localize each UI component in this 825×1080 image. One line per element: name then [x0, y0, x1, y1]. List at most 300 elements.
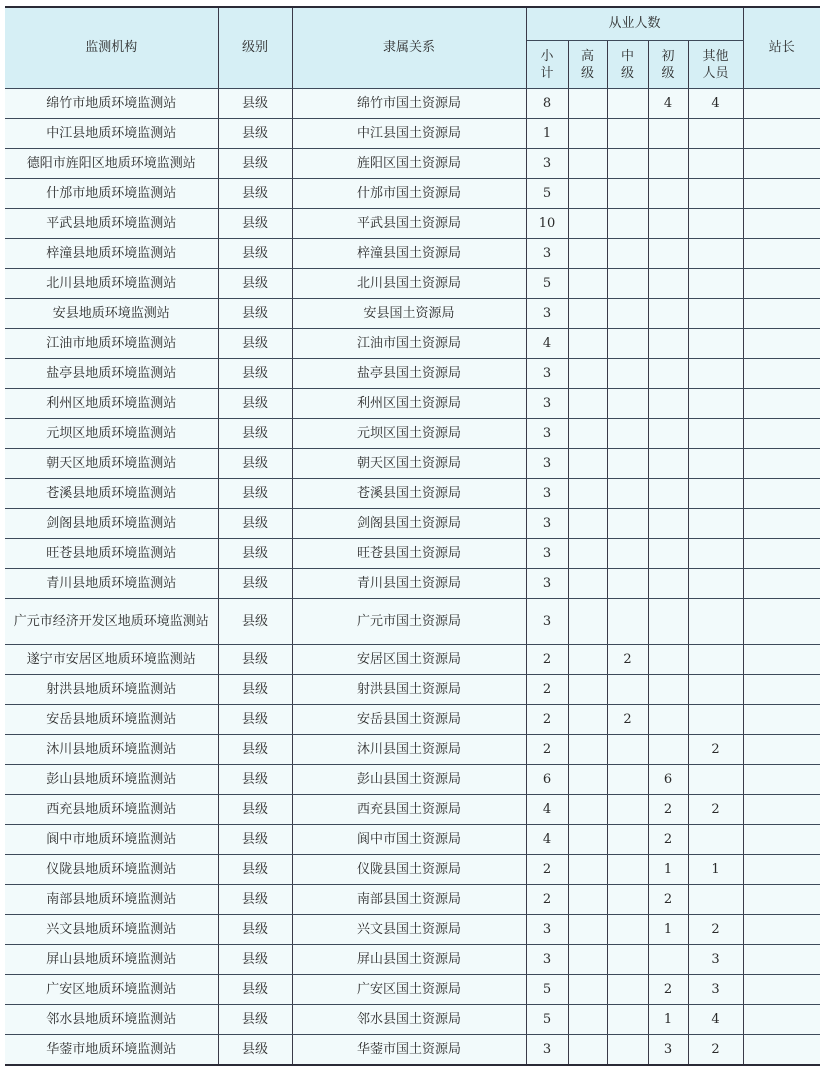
affiliation-cell: 盐亭县国土资源局 — [292, 359, 526, 389]
institution-cell: 邻水县地质环境监测站 — [5, 1005, 218, 1035]
affiliation-cell: 安县国土资源局 — [292, 299, 526, 329]
institution-cell: 平武县地质环境监测站 — [5, 209, 218, 239]
institution-cell: 什邡市地质环境监测站 — [5, 179, 218, 209]
senior-cell — [568, 509, 607, 539]
junior-cell — [648, 509, 688, 539]
junior-cell — [648, 389, 688, 419]
intermediate-cell — [607, 119, 648, 149]
subtotal-cell: 3 — [526, 539, 568, 569]
affiliation-cell: 屏山县国土资源局 — [292, 945, 526, 975]
institution-cell: 仪陇县地质环境监测站 — [5, 855, 218, 885]
subtotal-cell: 1 — [526, 119, 568, 149]
level-cell: 县级 — [218, 509, 292, 539]
affiliation-cell: 华蓥市国土资源局 — [292, 1035, 526, 1066]
station-head-cell — [743, 419, 820, 449]
intermediate-cell — [607, 329, 648, 359]
level-cell: 县级 — [218, 239, 292, 269]
senior-cell — [568, 735, 607, 765]
institution-cell: 射洪县地质环境监测站 — [5, 675, 218, 705]
other-cell: 2 — [688, 915, 743, 945]
table-row — [5, 599, 820, 645]
table-row — [5, 705, 820, 735]
table-header — [5, 7, 820, 89]
institution-cell: 阆中市地质环境监测站 — [5, 825, 218, 855]
affiliation-cell: 射洪县国土资源局 — [292, 675, 526, 705]
institution-cell: 南部县地质环境监测站 — [5, 885, 218, 915]
level-cell: 县级 — [218, 119, 292, 149]
intermediate-cell — [607, 299, 648, 329]
affiliation-cell: 剑阁县国土资源局 — [292, 509, 526, 539]
institution-cell: 彭山县地质环境监测站 — [5, 765, 218, 795]
subtotal-cell: 2 — [526, 855, 568, 885]
intermediate-cell — [607, 765, 648, 795]
subtotal-cell: 3 — [526, 599, 568, 645]
institution-cell: 青川县地质环境监测站 — [5, 569, 218, 599]
table-row — [5, 539, 820, 569]
junior-cell — [648, 675, 688, 705]
junior-cell: 2 — [648, 975, 688, 1005]
subtotal-cell: 5 — [526, 269, 568, 299]
subtotal-cell: 8 — [526, 89, 568, 119]
other-cell — [688, 885, 743, 915]
intermediate-cell — [607, 675, 648, 705]
level-cell: 县级 — [218, 885, 292, 915]
table-row — [5, 509, 820, 539]
table-row — [5, 885, 820, 915]
senior-cell — [568, 705, 607, 735]
station-head-cell — [743, 945, 820, 975]
table-row — [5, 1005, 820, 1035]
table-row — [5, 569, 820, 599]
junior-cell — [648, 599, 688, 645]
other-cell: 3 — [688, 975, 743, 1005]
station-head-cell — [743, 825, 820, 855]
senior-cell — [568, 885, 607, 915]
level-cell: 县级 — [218, 569, 292, 599]
table-row — [5, 449, 820, 479]
subtotal-cell: 5 — [526, 1005, 568, 1035]
junior-cell: 2 — [648, 885, 688, 915]
level-cell: 县级 — [218, 299, 292, 329]
subtotal-cell: 2 — [526, 675, 568, 705]
senior-cell — [568, 945, 607, 975]
junior-cell — [648, 945, 688, 975]
senior-cell — [568, 299, 607, 329]
subtotal-cell: 3 — [526, 389, 568, 419]
subtotal-cell: 3 — [526, 359, 568, 389]
senior-cell — [568, 645, 607, 675]
affiliation-cell: 中江县国土资源局 — [292, 119, 526, 149]
junior-cell — [648, 329, 688, 359]
intermediate-cell — [607, 239, 648, 269]
affiliation-cell: 青川县国土资源局 — [292, 569, 526, 599]
senior-cell — [568, 975, 607, 1005]
station-head-cell — [743, 705, 820, 735]
junior-cell — [648, 299, 688, 329]
subtotal-cell: 10 — [526, 209, 568, 239]
table-row — [5, 89, 820, 119]
junior-cell — [648, 449, 688, 479]
affiliation-cell: 梓潼县国土资源局 — [292, 239, 526, 269]
intermediate-cell — [607, 945, 648, 975]
junior-cell: 6 — [648, 765, 688, 795]
station-head-cell — [743, 329, 820, 359]
intermediate-cell: 2 — [607, 645, 648, 675]
junior-cell — [648, 149, 688, 179]
station-head-cell — [743, 239, 820, 269]
header-institution: 监测机构 — [5, 7, 218, 89]
other-cell: 4 — [688, 89, 743, 119]
affiliation-cell: 广安区国土资源局 — [292, 975, 526, 1005]
affiliation-cell: 江油市国土资源局 — [292, 329, 526, 359]
level-cell: 县级 — [218, 539, 292, 569]
other-cell — [688, 209, 743, 239]
other-cell — [688, 149, 743, 179]
station-head-cell — [743, 1035, 820, 1066]
senior-cell — [568, 449, 607, 479]
senior-cell — [568, 825, 607, 855]
subtotal-cell: 5 — [526, 975, 568, 1005]
other-cell — [688, 119, 743, 149]
station-head-cell — [743, 885, 820, 915]
header-junior-label: 初级 — [661, 48, 675, 81]
intermediate-cell: 2 — [607, 705, 648, 735]
header-station-head: 站长 — [743, 7, 820, 89]
header-senior-label: 高级 — [581, 48, 595, 81]
senior-cell — [568, 1005, 607, 1035]
level-cell: 县级 — [218, 359, 292, 389]
institution-cell: 中江县地质环境监测站 — [5, 119, 218, 149]
junior-cell — [648, 569, 688, 599]
header-staff-count: 从业人数 — [526, 7, 743, 41]
level-cell: 县级 — [218, 915, 292, 945]
level-cell: 县级 — [218, 419, 292, 449]
subtotal-cell: 3 — [526, 1035, 568, 1066]
station-head-cell — [743, 269, 820, 299]
intermediate-cell — [607, 179, 648, 209]
other-cell — [688, 179, 743, 209]
senior-cell — [568, 149, 607, 179]
other-cell — [688, 675, 743, 705]
junior-cell: 2 — [648, 825, 688, 855]
subtotal-cell: 3 — [526, 299, 568, 329]
institution-cell: 安岳县地质环境监测站 — [5, 705, 218, 735]
junior-cell — [648, 735, 688, 765]
table-row — [5, 825, 820, 855]
affiliation-cell: 利州区国土资源局 — [292, 389, 526, 419]
intermediate-cell — [607, 1005, 648, 1035]
junior-cell — [648, 359, 688, 389]
table-row — [5, 795, 820, 825]
intermediate-cell — [607, 359, 648, 389]
junior-cell: 4 — [648, 89, 688, 119]
junior-cell — [648, 645, 688, 675]
header-level: 级别 — [218, 7, 292, 89]
level-cell: 县级 — [218, 765, 292, 795]
intermediate-cell — [607, 419, 648, 449]
affiliation-cell: 什邡市国土资源局 — [292, 179, 526, 209]
other-cell — [688, 329, 743, 359]
station-head-cell — [743, 795, 820, 825]
subtotal-cell: 2 — [526, 705, 568, 735]
other-cell: 2 — [688, 1035, 743, 1066]
other-cell — [688, 479, 743, 509]
subtotal-cell: 4 — [526, 795, 568, 825]
other-cell — [688, 645, 743, 675]
other-cell — [688, 419, 743, 449]
header-affiliation: 隶属关系 — [292, 7, 526, 89]
subtotal-cell: 3 — [526, 945, 568, 975]
header-intermediate — [607, 41, 648, 89]
level-cell: 县级 — [218, 149, 292, 179]
affiliation-cell: 仪陇县国土资源局 — [292, 855, 526, 885]
senior-cell — [568, 765, 607, 795]
station-head-cell — [743, 359, 820, 389]
level-cell: 县级 — [218, 675, 292, 705]
station-head-cell — [743, 765, 820, 795]
senior-cell — [568, 89, 607, 119]
station-head-cell — [743, 599, 820, 645]
other-cell — [688, 389, 743, 419]
senior-cell — [568, 389, 607, 419]
level-cell: 县级 — [218, 179, 292, 209]
station-head-cell — [743, 119, 820, 149]
affiliation-cell: 西充县国土资源局 — [292, 795, 526, 825]
affiliation-cell: 阆中市国土资源局 — [292, 825, 526, 855]
affiliation-cell: 安居区国土资源局 — [292, 645, 526, 675]
senior-cell — [568, 239, 607, 269]
level-cell: 县级 — [218, 825, 292, 855]
senior-cell — [568, 599, 607, 645]
affiliation-cell: 彭山县国土资源局 — [292, 765, 526, 795]
station-head-cell — [743, 299, 820, 329]
senior-cell — [568, 359, 607, 389]
level-cell: 县级 — [218, 855, 292, 885]
junior-cell — [648, 239, 688, 269]
intermediate-cell — [607, 915, 648, 945]
institution-cell: 朝天区地质环境监测站 — [5, 449, 218, 479]
other-cell — [688, 539, 743, 569]
other-cell — [688, 825, 743, 855]
subtotal-cell: 5 — [526, 179, 568, 209]
other-cell — [688, 299, 743, 329]
table-row — [5, 945, 820, 975]
level-cell: 县级 — [218, 735, 292, 765]
table-row — [5, 1035, 820, 1066]
intermediate-cell — [607, 569, 648, 599]
senior-cell — [568, 419, 607, 449]
other-cell — [688, 569, 743, 599]
junior-cell — [648, 209, 688, 239]
station-head-cell — [743, 539, 820, 569]
subtotal-cell: 3 — [526, 915, 568, 945]
affiliation-cell: 安岳县国土资源局 — [292, 705, 526, 735]
affiliation-cell: 南部县国土资源局 — [292, 885, 526, 915]
subtotal-cell: 2 — [526, 645, 568, 675]
junior-cell — [648, 479, 688, 509]
table-row — [5, 119, 820, 149]
level-cell: 县级 — [218, 945, 292, 975]
institution-cell: 广元市经济开发区地质环境监测站 — [5, 599, 218, 645]
institution-cell: 北川县地质环境监测站 — [5, 269, 218, 299]
intermediate-cell — [607, 975, 648, 1005]
header-junior — [648, 41, 688, 89]
other-cell — [688, 765, 743, 795]
institution-cell: 广安区地质环境监测站 — [5, 975, 218, 1005]
subtotal-cell: 3 — [526, 569, 568, 599]
junior-cell: 2 — [648, 795, 688, 825]
station-head-cell — [743, 975, 820, 1005]
junior-cell — [648, 419, 688, 449]
level-cell: 县级 — [218, 449, 292, 479]
other-cell: 4 — [688, 1005, 743, 1035]
table-row — [5, 359, 820, 389]
senior-cell — [568, 855, 607, 885]
station-head-cell — [743, 479, 820, 509]
other-cell — [688, 449, 743, 479]
institution-cell: 梓潼县地质环境监测站 — [5, 239, 218, 269]
level-cell: 县级 — [218, 1005, 292, 1035]
institution-cell: 盐亭县地质环境监测站 — [5, 359, 218, 389]
institution-cell: 屏山县地质环境监测站 — [5, 945, 218, 975]
senior-cell — [568, 539, 607, 569]
station-head-cell — [743, 509, 820, 539]
table-row — [5, 299, 820, 329]
header-other — [688, 41, 743, 89]
other-cell — [688, 269, 743, 299]
senior-cell — [568, 1035, 607, 1066]
senior-cell — [568, 479, 607, 509]
junior-cell — [648, 705, 688, 735]
subtotal-cell: 3 — [526, 149, 568, 179]
table-row — [5, 329, 820, 359]
affiliation-cell: 苍溪县国土资源局 — [292, 479, 526, 509]
affiliation-cell: 旌阳区国土资源局 — [292, 149, 526, 179]
intermediate-cell — [607, 795, 648, 825]
station-head-cell — [743, 179, 820, 209]
subtotal-cell: 3 — [526, 509, 568, 539]
junior-cell: 1 — [648, 1005, 688, 1035]
institution-cell: 元坝区地质环境监测站 — [5, 419, 218, 449]
affiliation-cell: 沐川县国土资源局 — [292, 735, 526, 765]
institution-cell: 剑阁县地质环境监测站 — [5, 509, 218, 539]
level-cell: 县级 — [218, 645, 292, 675]
table-row — [5, 389, 820, 419]
table-row — [5, 915, 820, 945]
intermediate-cell — [607, 89, 648, 119]
other-cell — [688, 239, 743, 269]
header-intermediate-label: 中级 — [621, 48, 635, 81]
intermediate-cell — [607, 389, 648, 419]
subtotal-cell: 4 — [526, 329, 568, 359]
station-head-cell — [743, 915, 820, 945]
senior-cell — [568, 179, 607, 209]
station-head-cell — [743, 569, 820, 599]
institution-cell: 江油市地质环境监测站 — [5, 329, 218, 359]
station-head-cell — [743, 209, 820, 239]
subtotal-cell: 2 — [526, 735, 568, 765]
senior-cell — [568, 209, 607, 239]
intermediate-cell — [607, 509, 648, 539]
station-head-cell — [743, 855, 820, 885]
subtotal-cell: 3 — [526, 449, 568, 479]
subtotal-cell: 3 — [526, 479, 568, 509]
level-cell: 县级 — [218, 1035, 292, 1066]
level-cell: 县级 — [218, 89, 292, 119]
station-head-cell — [743, 645, 820, 675]
station-head-cell — [743, 89, 820, 119]
level-cell: 县级 — [218, 209, 292, 239]
table-row — [5, 149, 820, 179]
institution-cell: 西充县地质环境监测站 — [5, 795, 218, 825]
affiliation-cell: 旺苍县国土资源局 — [292, 539, 526, 569]
table-row — [5, 239, 820, 269]
intermediate-cell — [607, 269, 648, 299]
junior-cell: 3 — [648, 1035, 688, 1066]
intermediate-cell — [607, 735, 648, 765]
institution-cell: 德阳市旌阳区地质环境监测站 — [5, 149, 218, 179]
station-head-cell — [743, 389, 820, 419]
junior-cell — [648, 119, 688, 149]
table-row — [5, 209, 820, 239]
table-row — [5, 479, 820, 509]
intermediate-cell — [607, 449, 648, 479]
institution-cell: 旺苍县地质环境监测站 — [5, 539, 218, 569]
other-cell: 2 — [688, 795, 743, 825]
institution-cell: 兴文县地质环境监测站 — [5, 915, 218, 945]
table-row — [5, 645, 820, 675]
affiliation-cell: 广元市国土资源局 — [292, 599, 526, 645]
affiliation-cell: 兴文县国土资源局 — [292, 915, 526, 945]
senior-cell — [568, 569, 607, 599]
senior-cell — [568, 795, 607, 825]
senior-cell — [568, 269, 607, 299]
affiliation-cell: 绵竹市国土资源局 — [292, 89, 526, 119]
junior-cell: 1 — [648, 915, 688, 945]
header-subtotal — [526, 41, 568, 89]
other-cell: 3 — [688, 945, 743, 975]
intermediate-cell — [607, 479, 648, 509]
institution-cell: 华蓥市地质环境监测站 — [5, 1035, 218, 1066]
table-row — [5, 269, 820, 299]
table-row — [5, 735, 820, 765]
level-cell: 县级 — [218, 795, 292, 825]
institution-cell: 遂宁市安居区地质环境监测站 — [5, 645, 218, 675]
table-row — [5, 179, 820, 209]
subtotal-cell: 3 — [526, 419, 568, 449]
level-cell: 县级 — [218, 479, 292, 509]
header-subtotal-label: 小计 — [540, 48, 554, 81]
station-head-cell — [743, 735, 820, 765]
subtotal-cell: 6 — [526, 765, 568, 795]
affiliation-cell: 平武县国土资源局 — [292, 209, 526, 239]
intermediate-cell — [607, 825, 648, 855]
table-row — [5, 765, 820, 795]
junior-cell — [648, 539, 688, 569]
other-cell — [688, 359, 743, 389]
subtotal-cell: 3 — [526, 239, 568, 269]
intermediate-cell — [607, 855, 648, 885]
senior-cell — [568, 329, 607, 359]
institution-cell: 利州区地质环境监测站 — [5, 389, 218, 419]
station-head-cell — [743, 1005, 820, 1035]
institution-cell: 苍溪县地质环境监测站 — [5, 479, 218, 509]
other-cell — [688, 705, 743, 735]
table-row — [5, 855, 820, 885]
header-senior — [568, 41, 607, 89]
monitoring-stations-table — [5, 6, 820, 1066]
intermediate-cell — [607, 599, 648, 645]
